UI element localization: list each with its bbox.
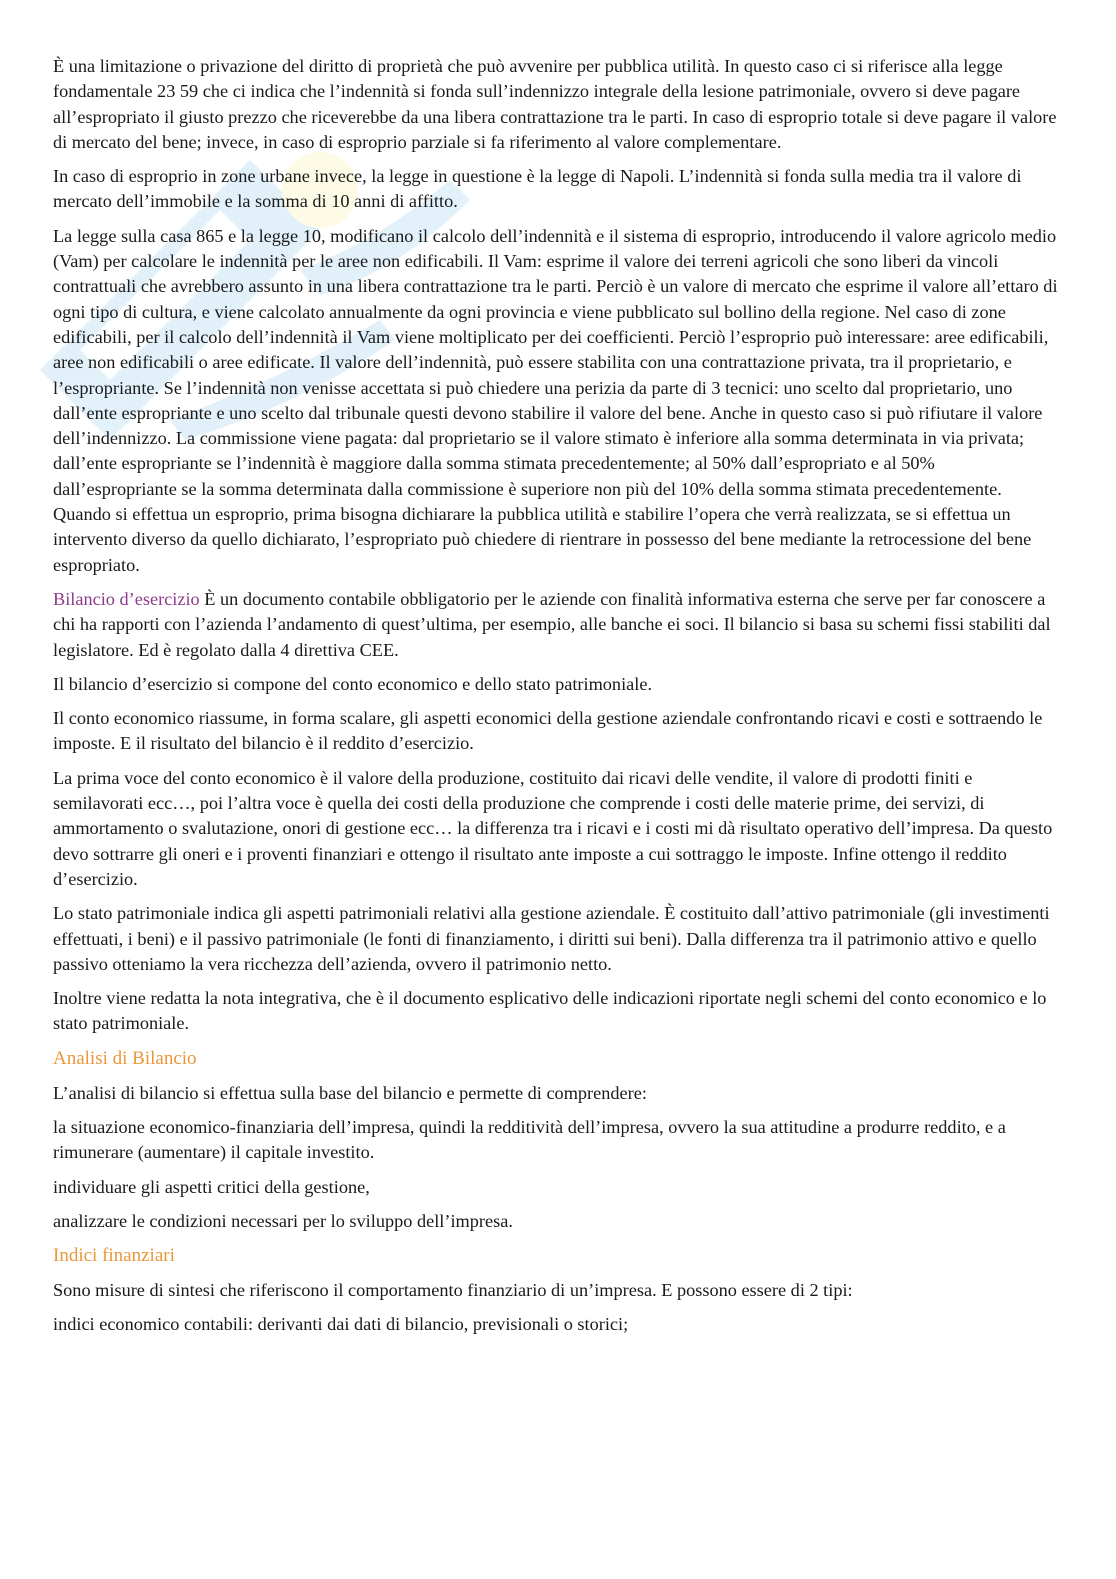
paragraph-aspetti-critici: individuare gli aspetti critici della gestione, bbox=[53, 1176, 370, 1197]
paragraph-condizioni: analizzare le condizioni necessari per lo sviluppo dell’impresa. bbox=[53, 1210, 513, 1231]
paragraph-conto-economico: Il conto economico riassume, in forma scalare, gli aspetti economici della gestione aziendale confrontando ricavi e costi e sottraendo le imposte. E il risultato del bilancio è il reddito d’esercizio. bbox=[53, 708, 1043, 754]
paragraph-prima-voce: La prima voce del conto economico è il valore della produzione, costituito dai ricavi delle vendite, il valore di prodotti finiti e semilavorati ecc…, poi l’altra voce è quella dei costi della produzione che comprende i costi delle materie prime, dei servizi, di ammortamento o svalutazione, onori di gestione ecc… la differenza tra i ricavi e i costi mi dà risultato operativo dell’impresa. Da questo devo sottrarre gli oneri e i proventi finanziari e ottengo il risultato ante imposte a cui sottraggo le imposte. Infine ottengo il reddito d’esercizio. bbox=[53, 767, 1053, 889]
paragraph-indici-contabili: indici economico contabili: derivanti dai dati di bilancio, previsionali o storici; bbox=[53, 1314, 629, 1335]
paragraph-zone-urbane: In caso di esproprio in zone urbane invece, la legge in questione è la legge di Napoli. L’indennità si fonda sulla media tra il valore di mercato dell’immobile e la somma di 10 anni di affitto. bbox=[53, 166, 1022, 212]
paragraph-analisi-intro: L’analisi di bilancio si effettua sulla base del bilancio e permette di comprendere: bbox=[53, 1082, 647, 1103]
paragraph-vam: La legge sulla casa 865 e la legge 10, modificano il calcolo dell’indennità e il sistema di esproprio, introducendo il valore agricolo medio (Vam) per calcolare le indennità per le aree non edificabili. Il Vam: esprime il valore dei terreni agricoli che sono liberi da vincoli contrattuali che avrebbero assunto in una libera contrattazione tra le parti. Perciò è un valore di mercato che esprime il valore all’ettaro di ogni tipo di cultura, e viene calcolato annualmente da ogni provincia e viene pubblicato sul bollino della regione. Nel caso di zone edificabili, per il calcolo dell’indennità il Vam viene moltiplicato per dei coefficienti. Perciò l’esproprio può interessare: aree edificabili, aree non edificabili o aree edificate. Il valore dell’indennità, può essere stabilita con una contrattazione privata, tra il proprietario, e l’espropriante. Se l’indennità non venisse accettata si può chiedere una perizia da parte di 3 tecnici: uno scelto dal proprietario, uno dall’ente espropriante e uno scelto dal tribunale questi devono stabilire il valore del bene. Anche in questo caso si può rifiutare il valore dell’indennizzo. La commissione viene pagata: dal proprietario se il valore stimato è inferiore alla somma determinata in via privata; dall’ente espropriante se l’indennità è maggiore dalla somma stimata precedentemente; al 50% dall’espropriato e al 50% dall’espropriante se la somma determinata dalla commissione è superiore non più del 10% della somma stimata precedentemente. Quando si effettua un esproprio, prima bisogna dichiarare la pubblica utilità e stabilire l’opera che verrà realizzata, se si effettua un intervento diverso da quello dichiarato, l’espropriato può chiedere di rientrare in possesso del bene mediante la retrocessione del bene espropriato. bbox=[53, 225, 1058, 575]
paragraph-esproprio-intro: È una limitazione o privazione del diritto di proprietà che può avvenire per pubblica utilità. In questo caso ci si riferisce alla legge fondamentale 23 59 che ci indica che l’indennità si fonda sull’indennizzo integrale della lesione patrimoniale, ovvero si deve pagare all’espropriato il giusto prezzo che riceverebbe da una libera contrattazione tra le parti. In caso di esproprio totale si deve pagare il valore di mercato del bene; invece, in caso di esproprio parziale si fa riferimento al valore complementare. bbox=[53, 56, 1057, 152]
paragraph-nota-integrativa: Inoltre viene redatta la nota integrativa, che è il documento esplicativo delle indicazioni riportate negli schemi del conto economico e lo stato patrimoniale. bbox=[53, 988, 1047, 1034]
paragraph-indici-intro: Sono misure di sintesi che riferiscono il comportamento finanziario di un’impresa. E possono essere di 2 tipi: bbox=[53, 1280, 853, 1301]
paragraph-composizione: Il bilancio d’esercizio si compone del conto economico e dello stato patrimoniale. bbox=[53, 673, 653, 694]
document-page bbox=[53, 54, 1063, 1347]
paragraph-situazione: la situazione economico-finanziaria dell’impresa, quindi la redditività dell’impresa, ovvero la sua attitudine a produrre reddito, e a rimunerare (aumentare) il capitale investito. bbox=[53, 1116, 1006, 1163]
heading-indici-finanziari: Indici finanziari bbox=[53, 1245, 175, 1267]
paragraph-bilancio-text: È un documento contabile obbligatorio per le aziende con finalità informativa esterna che serve per far conoscere a chi ha rapporti con l’azienda l’andamento di quest’ultima, per esempio, alle banche ei soci. Il bilancio si basa su schemi fissi stabiliti dal legislatore. Ed è regolato dalla 4 direttiva CEE. bbox=[53, 588, 1051, 660]
heading-bilancio-esercizio: Bilancio d’esercizio bbox=[53, 588, 200, 609]
paragraph-stato-patrimoniale: Lo stato patrimoniale indica gli aspetti patrimoniali relativi alla gestione aziendale. È costituito dall’attivo patrimoniale (gli investimenti effettuati, i beni) e il passivo patrimoniale (le fonti di finanziamento, i diritti sui beni). Dalla differenza tra il patrimonio attivo e quello passivo otteniamo la vera ricchezza dell’azienda, ovvero il patrimonio netto. bbox=[53, 903, 1050, 974]
document-body bbox=[53, 54, 1063, 1338]
paragraph-bilancio bbox=[53, 587, 1063, 663]
heading-analisi-bilancio: Analisi di Bilancio bbox=[53, 1047, 197, 1069]
